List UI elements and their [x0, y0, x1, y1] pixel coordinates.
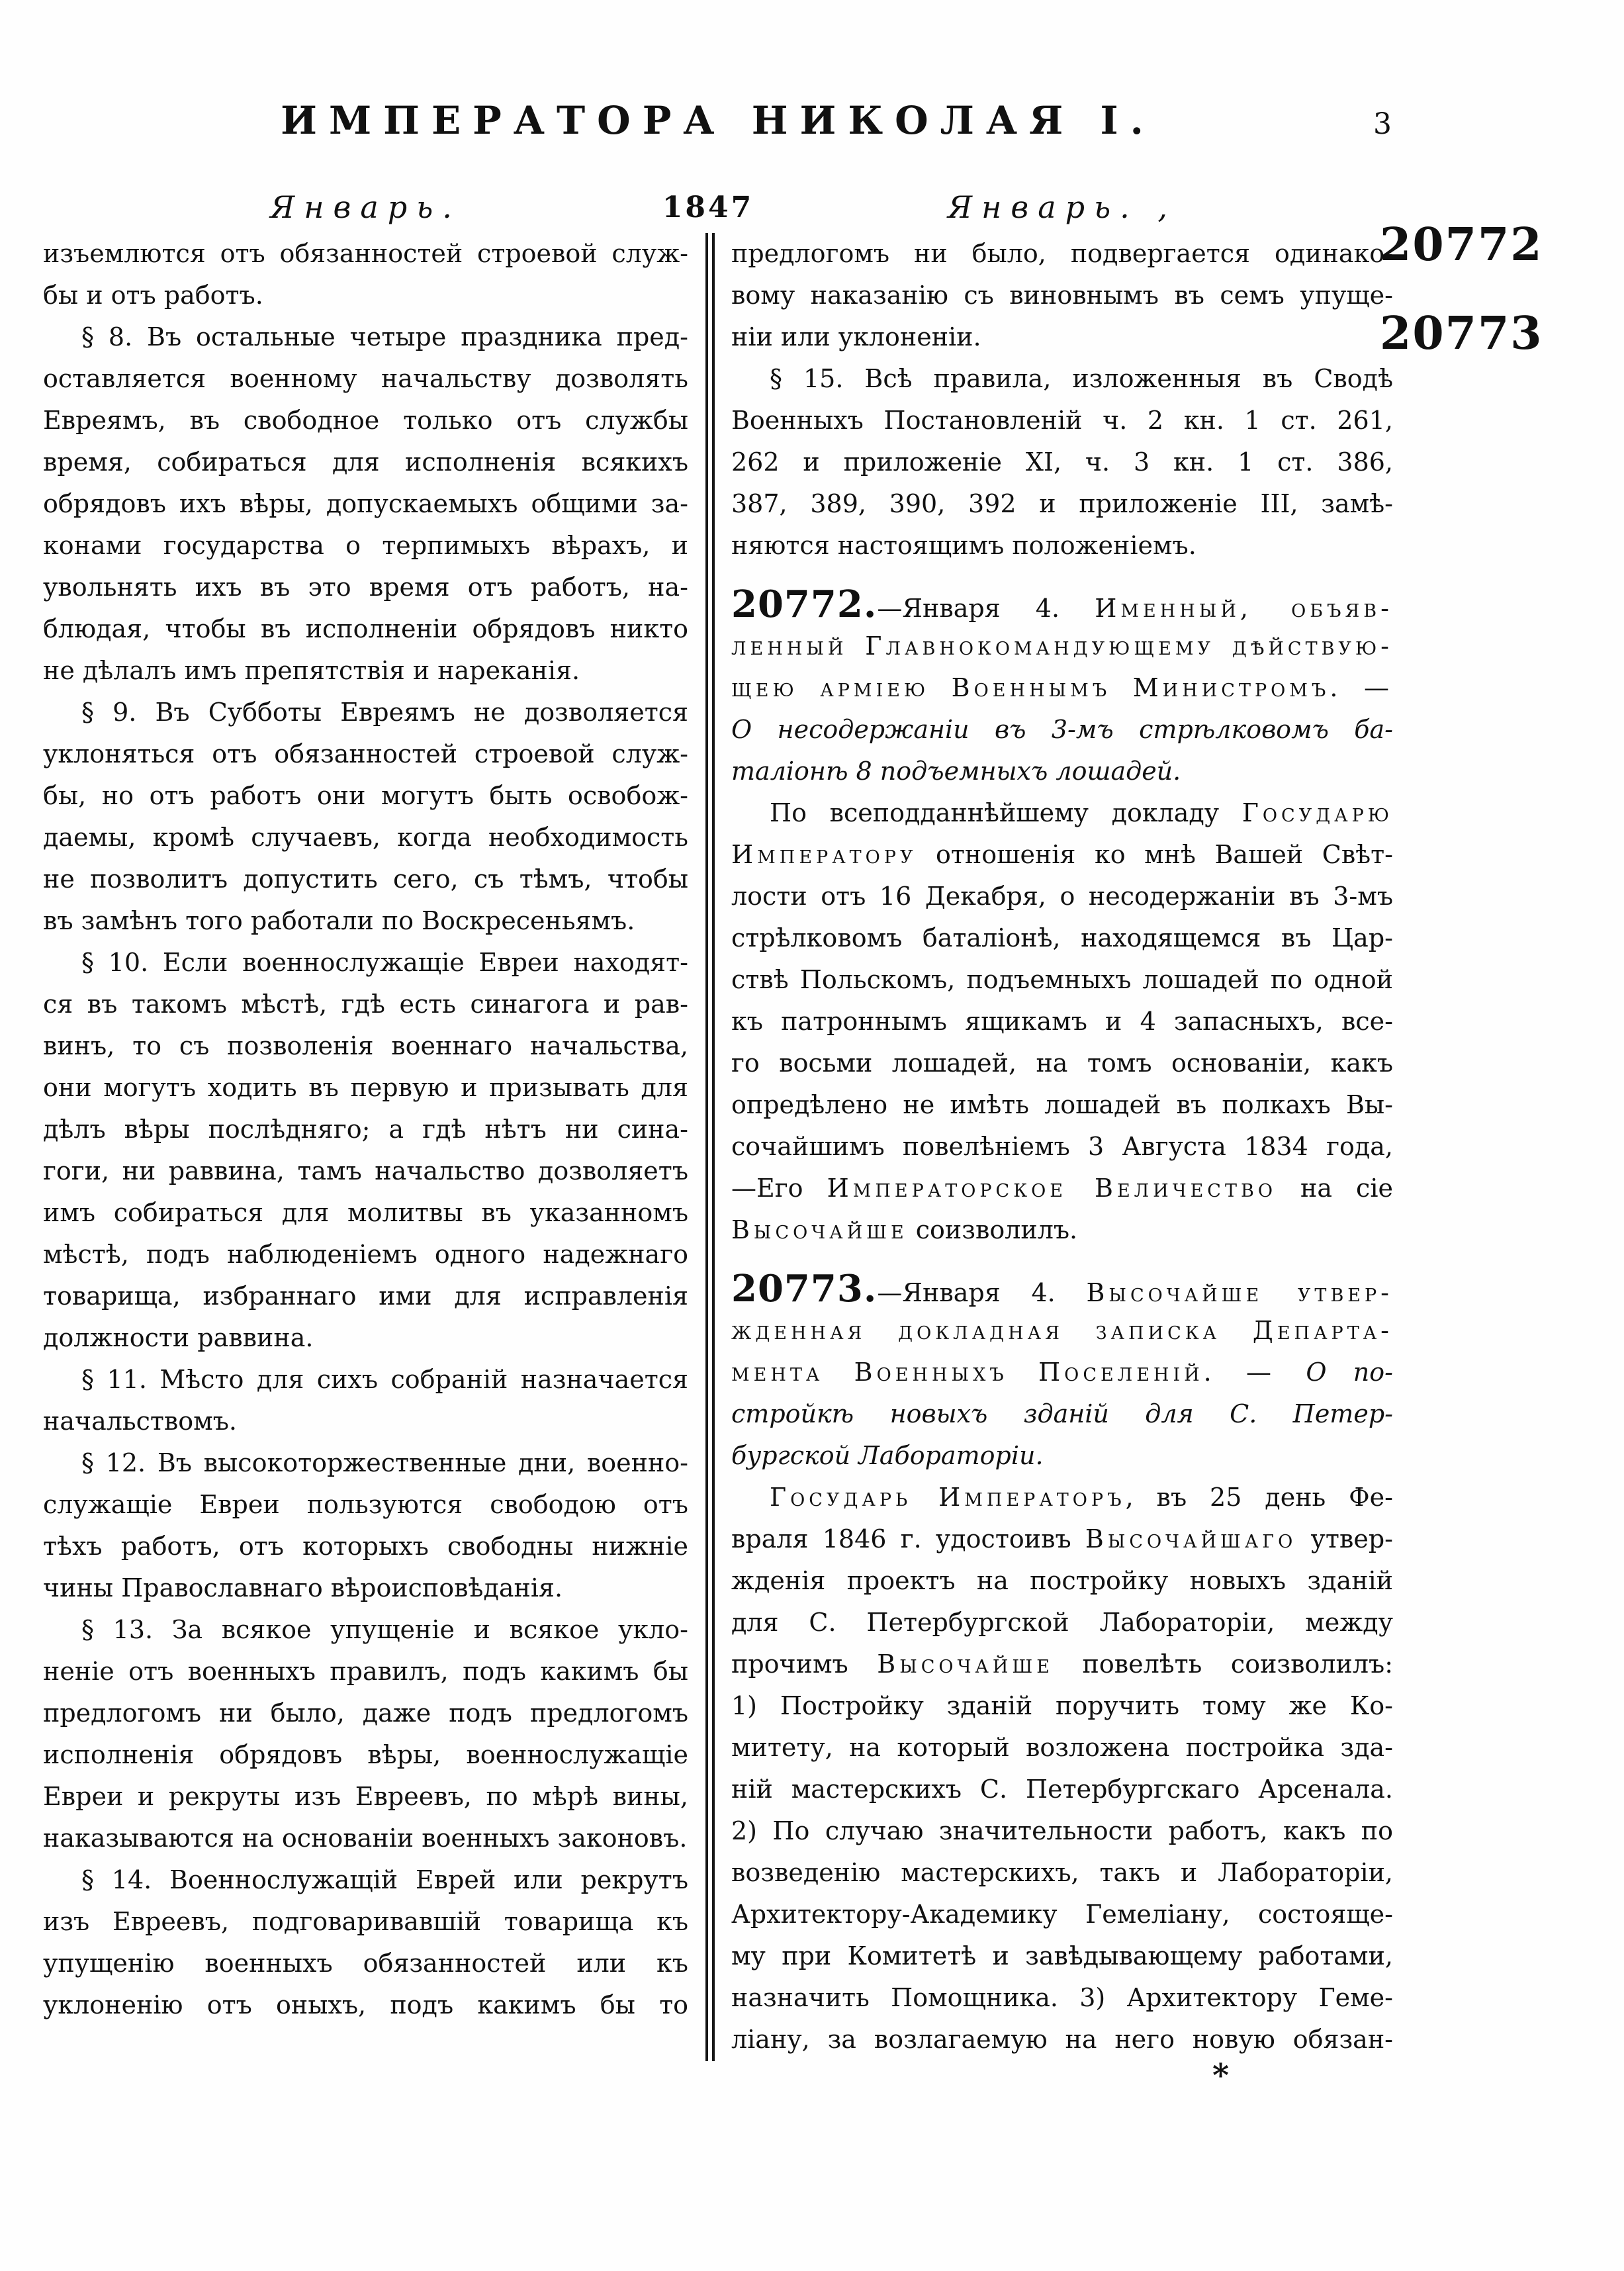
page-title: ИМПЕРАТОРА НИКОЛАЯ I. — [281, 98, 1155, 143]
text-line: вому наказанію съ виновнымъ въ семъ упуще- — [731, 281, 1393, 310]
text-line: возведенію мастерскихъ, такъ и Лабораторіи, — [731, 1858, 1393, 1887]
margin-record-number-20772: 20772 — [1380, 218, 1543, 271]
text-line: стрѣлковомъ баталіонѣ, находящемся въ Цар- — [731, 923, 1393, 952]
text-line — [731, 1168, 1393, 1209]
text-segment: утвер- — [1296, 1524, 1393, 1553]
record-type: Именный, объяв- — [1095, 594, 1393, 623]
text-line: Военныхъ Постановленій ч. 2 кн. 1 ст. 261, — [731, 406, 1393, 435]
text-line: для С. Петербургской Лабораторіи, между — [731, 1608, 1393, 1637]
text-line: му при Комитетѣ и завѣдывающему работами, — [731, 1941, 1393, 1970]
text-line: го восьми лошадей, на томъ основаніи, какъ — [731, 1048, 1393, 1078]
text-line: въ замѣнъ того работали по Воскресеньямъ. — [43, 906, 635, 935]
record-heading-line — [731, 1268, 1393, 1310]
text-line: § 10. Если военнослужащіе Евреи находят- — [81, 948, 688, 977]
honorific-segment: Высочайше — [731, 1215, 908, 1244]
text-line: бы и отъ работъ. — [43, 281, 263, 310]
text-line: исполненія обрядовъ вѣры, военнослужащіе — [43, 1740, 688, 1769]
text-line: они могутъ ходить въ первую и призывать для — [43, 1073, 688, 1102]
text-line — [731, 1644, 1393, 1685]
text-line: ній мастерскихъ С. Петербургскаго Арсенала. — [731, 1775, 1393, 1804]
text-line: начальствомъ. — [43, 1407, 237, 1436]
text-line: винъ, то съ позволенія военнаго начальства, — [43, 1031, 688, 1060]
text-line: служащіе Евреи пользуются свободою отъ — [43, 1490, 688, 1519]
text-line: Архитектору-Академику Гемеліану, состояще- — [731, 1900, 1393, 1929]
page-number: 3 — [1373, 107, 1392, 141]
text-line: упущенію военныхъ обязанностей или къ — [43, 1949, 688, 1978]
record-heading-line — [731, 584, 1393, 626]
text-line: сочайшимъ повелѣніемъ 3 Августа 1834 года, — [731, 1132, 1393, 1161]
text-line: жденія проектъ на постройку новыхъ зданій — [731, 1566, 1393, 1595]
text-segment: , въ 25 день Фе- — [1125, 1483, 1393, 1512]
honorific-segment: Императору — [731, 840, 917, 869]
column-divider-rule — [705, 233, 715, 2061]
record-number: 20773. — [731, 1267, 878, 1311]
text-line: § 8. Въ остальные четыре праздника пред- — [81, 322, 688, 351]
text-line: чины Православнаго вѣроисповѣданія. — [43, 1573, 563, 1602]
text-segment: на сіе — [1276, 1174, 1393, 1203]
record-subject-segment: О по- — [1306, 1358, 1393, 1387]
record-heading-line — [731, 1352, 1393, 1393]
text-line: § 14. Военнослужащій Еврей или рекрутъ — [81, 1865, 688, 1894]
text-line: тѣхъ работъ, отъ которыхъ свободны нижніе — [43, 1532, 688, 1561]
text-segment: соизволилъ. — [907, 1215, 1078, 1244]
text-line — [731, 1209, 1393, 1251]
record-subject-line: бургской Лабораторіи. — [731, 1441, 1044, 1470]
text-line: § 11. Мѣсто для сихъ собраній назначается — [81, 1365, 688, 1394]
column-right — [731, 233, 1393, 2061]
text-segment: —Его — [731, 1174, 827, 1203]
text-line: должности раввина. — [43, 1323, 314, 1352]
record-date: —Января 4. — [877, 594, 1095, 623]
text-line: 1) Постройку зданій поручить тому же Ко- — [731, 1691, 1393, 1720]
text-line — [731, 1518, 1393, 1560]
text-line: лости отъ 16 Декабря, о несодержаніи въ 3-мъ — [731, 882, 1393, 911]
record-subject-line: таліонѣ 8 подъемныхъ лошадей. — [731, 757, 1181, 786]
text-line: мѣстѣ, подъ наблюденіемъ одного надежнаго — [43, 1240, 688, 1269]
text-segment: прочимъ — [731, 1649, 878, 1679]
text-line: конами государства о терпимыхъ вѣрахъ, и — [43, 531, 688, 560]
record-date: —Января 4. — [877, 1278, 1087, 1307]
text-line — [731, 834, 1393, 876]
text-line: няются настоящимъ положеніемъ. — [731, 531, 1196, 560]
text-line: § 9. Въ Субботы Евреямъ не дозволяется — [81, 698, 688, 727]
text-line: предлогомъ ни было, даже подъ предлогомъ — [43, 1698, 688, 1728]
text-line: § 12. Въ высокоторжественные дни, военно- — [81, 1448, 688, 1477]
text-line: оставляется военному начальству дозволять — [43, 364, 688, 393]
text-line: уклоняться отъ обязанностей строевой служ- — [43, 739, 688, 768]
text-line: 262 и приложеніе XI, ч. 3 кн. 1 ст. 386, — [731, 447, 1393, 477]
text-line: не дѣлалъ имъ препятствія и нареканія. — [43, 656, 580, 685]
record-heading-line: ленный Главнокомандующему дѣйствую- — [731, 631, 1393, 661]
text-line: къ патроннымъ ящикамъ и 4 запасныхъ, все- — [731, 1007, 1393, 1036]
honorific-segment: Государь Императоръ — [770, 1483, 1126, 1512]
text-line: ся въ такомъ мѣстѣ, гдѣ есть синагога и рав- — [43, 990, 688, 1019]
text-line: ліану, за возлагаемую на него новую обязан- — [731, 2025, 1393, 2054]
margin-record-number-20773: 20773 — [1380, 307, 1543, 360]
record-subject-line: О несодержаніи въ 3-мъ стрѣлковомъ ба- — [731, 715, 1393, 744]
text-line: митету, на который возложена постройка зда- — [731, 1733, 1393, 1762]
text-line: не позволитъ допустить сего, съ тѣмъ, чтобы — [43, 864, 688, 894]
column-left — [43, 233, 688, 2026]
text-line: ствѣ Польскомъ, подъемныхъ лошадей по одной — [731, 965, 1393, 994]
running-head-year: 1847 — [662, 191, 754, 224]
text-line: блюдая, чтобы въ исполненіи обрядовъ никто — [43, 614, 688, 643]
text-line: 2) По случаю значительности работъ, какъ по — [731, 1816, 1393, 1845]
text-line: уклоненію отъ оныхъ, подъ какимъ бы то — [43, 1990, 688, 2019]
text-segment: отношенія ко мнѣ Вашей Свѣт- — [917, 840, 1393, 869]
text-line: Евреи и рекруты изъ Евреевъ, по мѣрѣ вины, — [43, 1782, 688, 1811]
text-line — [731, 1477, 1393, 1518]
text-line: опредѣлено не имѣть лошадей въ полкахъ Вы- — [731, 1090, 1393, 1119]
text-line: ніи или уклоненіи. — [731, 322, 981, 351]
honorific-segment: Высочайшаго — [1085, 1524, 1297, 1553]
text-line: 387, 389, 390, 392 и приложеніе III, замѣ- — [731, 489, 1393, 518]
text-line: назначить Помощника. 3) Архитектору Геме- — [731, 1983, 1393, 2012]
text-line: бы, но отъ работъ они могутъ быть освобож- — [43, 781, 688, 810]
running-head-month-left: Январь. — [270, 189, 461, 225]
text-segment: враля 1846 г. удостоивъ — [731, 1524, 1085, 1553]
record-type: Высочайше утвер- — [1086, 1278, 1393, 1307]
text-line: дѣлъ вѣры послѣдняго; а гдѣ нѣтъ ни сина- — [43, 1115, 688, 1144]
record-heading-line: щею арміею Военнымъ Министромъ. — — [731, 673, 1393, 702]
text-line: изъ Евреевъ, подговаривавшій товарища къ — [43, 1907, 688, 1936]
text-line: время, собираться для исполненія всякихъ — [43, 447, 688, 477]
text-line: обрядовъ ихъ вѣры, допускаемыхъ общими за- — [43, 489, 688, 518]
text-line: § 15. Всѣ правила, изложенныя въ Сводѣ — [770, 364, 1393, 393]
text-line: товарища, избраннаго ими для исправленія — [43, 1281, 688, 1311]
record-subject-line: стройкѣ новыхъ зданій для С. Петер- — [731, 1399, 1393, 1428]
honorific-segment: Высочайше — [877, 1649, 1054, 1679]
footnote-asterisk: * — [1212, 2057, 1230, 2094]
text-line: имъ собираться для молитвы въ указанномъ — [43, 1198, 688, 1227]
text-segment: повелѣть соизволилъ: — [1053, 1649, 1393, 1679]
text-line: § 13. За всякое упущеніе и всякое укло- — [81, 1615, 688, 1644]
running-head-month-right: Январь. , — [947, 189, 1177, 225]
text-line: даемы, кромѣ случаевъ, когда необходимость — [43, 823, 688, 852]
text-line: Евреямъ, въ свободное только отъ службы — [43, 406, 688, 435]
honorific-segment: Государю — [1241, 798, 1393, 827]
text-line: увольнять ихъ въ это время отъ работъ, на- — [43, 573, 688, 602]
honorific-segment: Императорское Величество — [827, 1174, 1277, 1203]
text-line: гоги, ни раввина, тамъ начальство дозволяетъ — [43, 1156, 688, 1185]
text-line: неніе отъ военныхъ правилъ, подъ какимъ бы — [43, 1657, 688, 1686]
record-type: мента Военныхъ Поселеній. — — [731, 1358, 1306, 1387]
text-line: предлогомъ ни было, подвергается одинако- — [731, 239, 1393, 268]
text-line: изъемлются отъ обязанностей строевой служ- — [43, 239, 688, 268]
text-line: наказываются на основаніи военныхъ законовъ. — [43, 1824, 688, 1853]
text-segment: По всеподданнѣйшему докладу — [770, 798, 1242, 827]
text-line — [731, 792, 1393, 834]
record-number: 20772. — [731, 582, 878, 626]
record-heading-line: жденная докладная записка Департа- — [731, 1316, 1393, 1345]
